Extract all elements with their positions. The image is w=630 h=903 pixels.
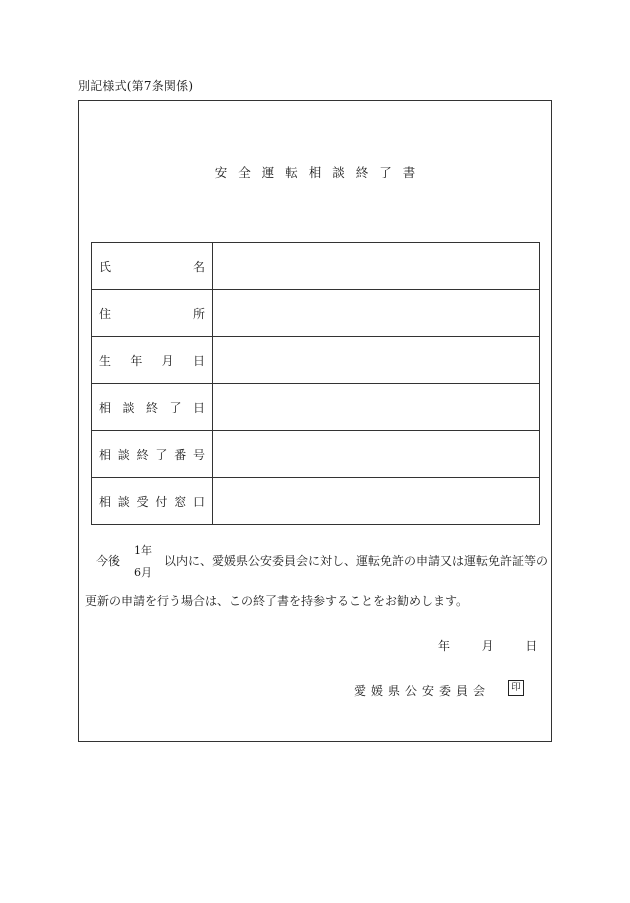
period-option-1: 1年 — [134, 544, 152, 557]
date-day: 日 — [525, 639, 538, 653]
body-text-start: 今後 — [96, 554, 121, 568]
table-row — [92, 478, 540, 525]
row-label-cell — [92, 384, 213, 431]
table-row — [92, 337, 540, 384]
table-row — [92, 243, 540, 290]
table-row — [92, 290, 540, 337]
row-value[interactable] — [213, 290, 540, 337]
row-label: 相 談 終 了 日 — [99, 400, 205, 415]
row-value[interactable] — [213, 337, 540, 384]
row-label-cell — [92, 337, 213, 384]
date-line — [438, 637, 537, 654]
row-label: 相 談 受 付 窓 口 — [99, 494, 205, 509]
info-table — [91, 242, 540, 525]
document-title: 安全運転相談終了書 — [214, 165, 427, 180]
row-value[interactable] — [213, 243, 540, 290]
row-label: 住 所 — [99, 306, 205, 321]
date-month: 月 — [481, 639, 494, 653]
row-label-cell — [92, 290, 213, 337]
row-value[interactable] — [213, 478, 540, 525]
body-text-line1: 以内に、愛媛県公安委員会に対し、運転免許の申請又は運転免許証等の — [164, 554, 549, 568]
row-value[interactable] — [213, 431, 540, 478]
row-label: 生 年 月 日 — [99, 353, 205, 368]
body-text-line2: 更新の申請を行う場合は、この終了書を持参することをお勧めします。 — [85, 594, 469, 608]
row-label: 氏 名 — [99, 259, 205, 274]
row-label-cell — [92, 243, 213, 290]
row-label-cell — [92, 431, 213, 478]
row-label: 相 談 終 了 番 号 — [99, 447, 205, 462]
issuer-name: 愛媛県公安委員会 — [354, 684, 491, 698]
table-row — [92, 384, 540, 431]
row-label-cell — [92, 478, 213, 525]
seal-mark: 印 — [508, 680, 524, 696]
form-caption: 別記様式(第7条関係) — [78, 79, 194, 93]
table-row — [92, 431, 540, 478]
period-option-2: 6月 — [134, 566, 152, 579]
date-year: 年 — [438, 639, 451, 653]
row-value[interactable] — [213, 384, 540, 431]
